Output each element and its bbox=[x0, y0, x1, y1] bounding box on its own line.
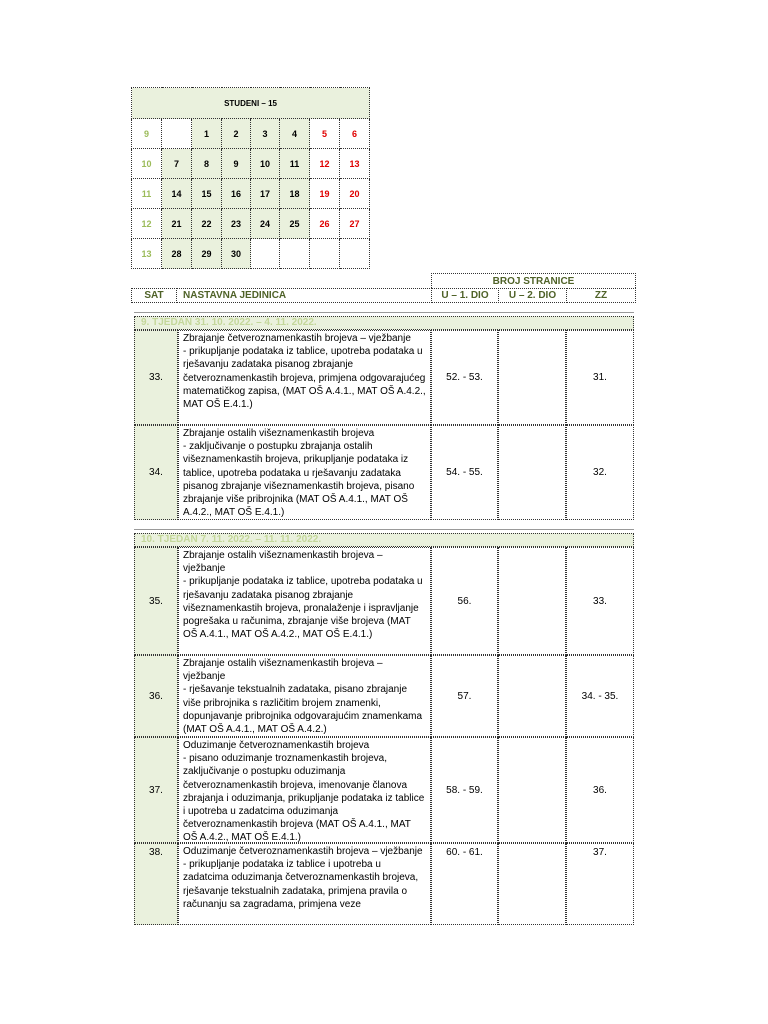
lesson-sat: 33. bbox=[134, 330, 178, 425]
calendar-day: 3 bbox=[251, 119, 280, 149]
calendar-weekend-day: 6 bbox=[340, 119, 370, 149]
lesson-title: Zbrajanje ostalih višeznamenkastih brojeva – vježbanje bbox=[183, 658, 383, 683]
lesson-row bbox=[134, 547, 634, 655]
lesson-details: - rješavanje tekstualnih zadataka, pisano zbrajanje više pribrojnika s različitim brojem znamenki, dopunjavanje pribrojnika odgovarajućim znamenkama (MAT OŠ A.4.1., MAT OŠ A.4.2.) bbox=[183, 684, 423, 736]
lesson-sat: 38. bbox=[134, 843, 178, 925]
lesson-description bbox=[178, 547, 431, 655]
lesson-row bbox=[134, 330, 634, 425]
separator-line bbox=[134, 312, 634, 313]
lesson-row bbox=[134, 737, 634, 843]
calendar-weekend-day: 5 bbox=[310, 119, 340, 149]
lesson-u1: 58. - 59. bbox=[431, 737, 498, 843]
calendar-title: STUDENI – 15 bbox=[132, 88, 370, 119]
calendar-day: 22 bbox=[192, 209, 222, 239]
calendar-empty-cell bbox=[340, 239, 370, 269]
header-sat: SAT bbox=[131, 288, 177, 303]
calendar-empty-cell bbox=[310, 239, 340, 269]
calendar-day: 23 bbox=[222, 209, 251, 239]
calendar-week-number: 11 bbox=[132, 179, 162, 209]
calendar-week-number: 10 bbox=[132, 149, 162, 179]
calendar-day: 24 bbox=[251, 209, 280, 239]
calendar-empty-cell bbox=[280, 239, 310, 269]
lesson-zz: 33. bbox=[566, 547, 634, 655]
calendar-weekend-day: 12 bbox=[310, 149, 340, 179]
lesson-zz: 34. - 35. bbox=[566, 655, 634, 737]
calendar-day: 11 bbox=[280, 149, 310, 179]
lesson-details: - prikupljanje podataka iz tablice, upotreba podataka u rješavanju zadataka pisanog zbrajanje četveroznamenkastih brojeva, primjena odgovarajućeg matematičkog zapisa, (MAT OŠ A.4.1., MAT OŠ A.4.2., MAT OŠ E.4.1.) bbox=[183, 346, 426, 411]
lesson-zz: 36. bbox=[566, 737, 634, 843]
calendar-day: 18 bbox=[280, 179, 310, 209]
calendar-day: 2 bbox=[222, 119, 251, 149]
lesson-row bbox=[134, 425, 634, 520]
lesson-sat: 35. bbox=[134, 547, 178, 655]
lesson-description bbox=[178, 655, 431, 737]
calendar-weekend-day: 26 bbox=[310, 209, 340, 239]
calendar-day: 30 bbox=[222, 239, 251, 269]
calendar-weekend-day: 13 bbox=[340, 149, 370, 179]
header-u2: U – 2. DIO bbox=[498, 288, 567, 303]
separator-line bbox=[134, 529, 634, 530]
header-u1: U – 1. DIO bbox=[431, 288, 499, 303]
calendar-week-number: 12 bbox=[132, 209, 162, 239]
lesson-u1: 52. - 53. bbox=[431, 330, 498, 425]
calendar-day: 10 bbox=[251, 149, 280, 179]
lesson-title: Zbrajanje četveroznamenkastih brojeva – vježbanje bbox=[183, 333, 411, 344]
lesson-description bbox=[178, 843, 431, 925]
lesson-details: - pisano oduzimanje troznamenkastih brojeva, zaključivanje o postupku oduzimanja četveroznamenkastih brojeva, imenovanje članova zbrajanja i oduzimanja, prikupljanje podataka iz tablice i upotreba u zadatcima oduzimanja četveroznamenkastih brojeva (MAT OŠ A.4.1., MAT OŠ A.4.2., MAT OŠ E.4.1.) bbox=[183, 753, 425, 843]
week-label: 10. TJEDAN 7. 11. 2022. – 11. 11. 2022. bbox=[134, 533, 634, 547]
lesson-zz: 31. bbox=[566, 330, 634, 425]
lesson-title: Zbrajanje ostalih višeznamenkastih brojeva – vježbanje bbox=[183, 550, 383, 575]
calendar-day: 15 bbox=[192, 179, 222, 209]
broj-stranice-header: BROJ STRANICE bbox=[431, 273, 636, 288]
calendar-day: 1 bbox=[192, 119, 222, 149]
lesson-description bbox=[178, 425, 431, 520]
calendar-empty-cell bbox=[251, 239, 280, 269]
calendar-day: 29 bbox=[192, 239, 222, 269]
lesson-u2 bbox=[498, 425, 566, 520]
calendar-weekend-day: 20 bbox=[340, 179, 370, 209]
lesson-u1: 56. bbox=[431, 547, 498, 655]
lesson-row bbox=[134, 655, 634, 737]
calendar-empty-cell bbox=[162, 119, 192, 149]
calendar-day: 16 bbox=[222, 179, 251, 209]
calendar bbox=[131, 87, 370, 269]
lesson-details: - prikupljanje podataka iz tablice, upotreba podataka u rješavanju zadataka pisanog zbrajanje višeznamenkastih brojeva, pronalaženje i ispravljanje pogrešaka u računima, zbrajanje više brojeva (MAT OŠ A.4.1., MAT OŠ A.4.2., MAT OŠ E.4.1.) bbox=[183, 576, 423, 641]
lesson-u2 bbox=[498, 655, 566, 737]
header-zz: ZZ bbox=[566, 288, 636, 303]
lesson-sat: 34. bbox=[134, 425, 178, 520]
calendar-day: 28 bbox=[162, 239, 192, 269]
calendar-day: 8 bbox=[192, 149, 222, 179]
lesson-title: Oduzimanje četveroznamenkastih brojeva – vježbanje bbox=[183, 846, 423, 857]
lesson-sat: 37. bbox=[134, 737, 178, 843]
lesson-u1: 57. bbox=[431, 655, 498, 737]
lesson-u1: 54. - 55. bbox=[431, 425, 498, 520]
calendar-weekend-day: 27 bbox=[340, 209, 370, 239]
calendar-day: 14 bbox=[162, 179, 192, 209]
lesson-title: Zbrajanje ostalih višeznamenkastih brojeva bbox=[183, 428, 375, 439]
lesson-description bbox=[178, 737, 431, 843]
calendar-week-number: 9 bbox=[132, 119, 162, 149]
calendar-day: 25 bbox=[280, 209, 310, 239]
calendar-day: 4 bbox=[280, 119, 310, 149]
lesson-details: - prikupljanje podataka iz tablice i upotreba u zadatcima oduzimanja četveroznamenkastih brojeva, rješavanje tekstualnih zadataka, primjena pravila o računanju sa zagradama, primjena veze bbox=[183, 859, 419, 910]
calendar-week-number: 13 bbox=[132, 239, 162, 269]
lesson-u1: 60. - 61. bbox=[431, 843, 498, 925]
calendar-day: 9 bbox=[222, 149, 251, 179]
lesson-row bbox=[134, 843, 634, 925]
lesson-u2 bbox=[498, 843, 566, 925]
calendar-weekend-day: 19 bbox=[310, 179, 340, 209]
calendar-day: 21 bbox=[162, 209, 192, 239]
lesson-zz: 32. bbox=[566, 425, 634, 520]
lesson-details: - zaključivanje o postupku zbrajanja ostalih višeznamenkastih brojeva, prikupljanje podataka iz tablice, upotreba podataka u rješavanju zadataka pisanog zbrajanje višeznamenkastih brojeva, pisano zbrajanje više pribrojnika (MAT OŠ A.4.1., MAT OŠ A.4.2., MAT OŠ E.4.1.) bbox=[183, 441, 415, 519]
lesson-u2 bbox=[498, 547, 566, 655]
header-nastavna-jedinica: NASTAVNA JEDINICA bbox=[176, 288, 432, 303]
week-label: 9. TJEDAN 31. 10. 2022. – 4. 11. 2022. bbox=[134, 316, 634, 330]
lesson-description bbox=[178, 330, 431, 425]
calendar-day: 7 bbox=[162, 149, 192, 179]
lesson-u2 bbox=[498, 737, 566, 843]
lesson-u2 bbox=[498, 330, 566, 425]
lesson-title: Oduzimanje četveroznamenkastih brojeva bbox=[183, 740, 370, 751]
lesson-sat: 36. bbox=[134, 655, 178, 737]
lesson-zz: 37. bbox=[566, 843, 634, 925]
calendar-day: 17 bbox=[251, 179, 280, 209]
